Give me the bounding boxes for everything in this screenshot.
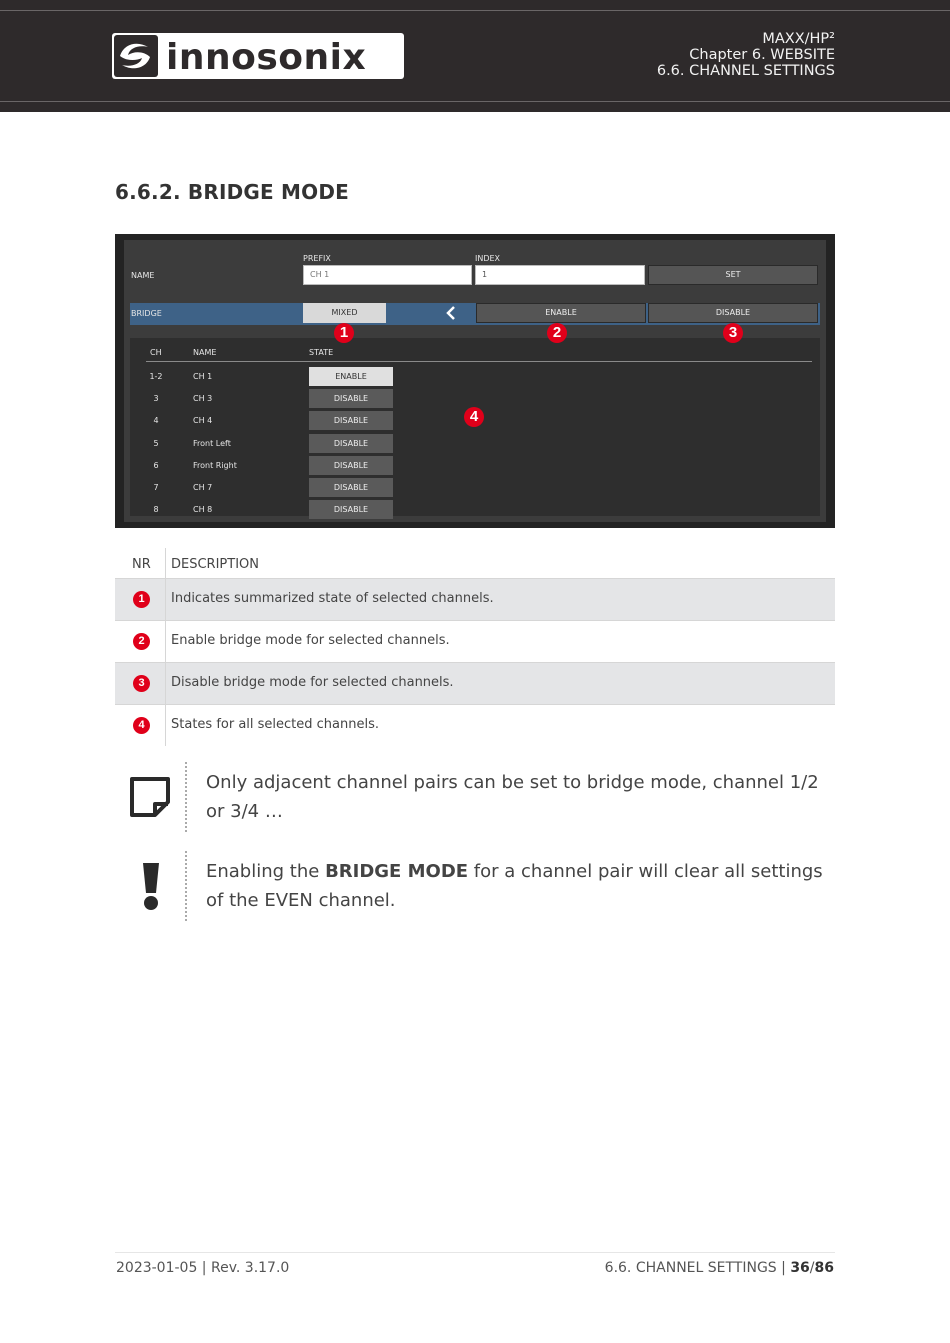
section-title: 6.6.2. BRIDGE MODE <box>115 180 350 204</box>
header-breadcrumb <box>657 31 835 79</box>
note-text: Only adjacent channel pairs can be set to bridge mode, channel 1/2 or 3/4 … <box>206 772 819 822</box>
marker-4: 4 <box>464 407 484 427</box>
row-description: States for all selected channels. <box>171 717 379 732</box>
table-row <box>115 663 835 704</box>
footer-date-revision: 2023-01-05 | Rev. 3.17.0 <box>116 1260 290 1276</box>
column-header-name: NAME <box>193 348 217 357</box>
footer-page-separator: / <box>809 1260 815 1276</box>
description-column-header: DESCRIPTION <box>171 557 259 572</box>
channel-number: 3 <box>153 394 159 403</box>
channel-state-button[interactable]: DISABLE <box>309 411 393 430</box>
channel-name: CH 8 <box>193 505 213 514</box>
warning-text-bold: BRIDGE MODE <box>325 861 469 882</box>
header-divider-bottom <box>0 101 950 102</box>
warning-divider <box>185 851 187 921</box>
nr-column-header: NR <box>132 557 151 572</box>
channel-state-button[interactable]: DISABLE <box>309 389 393 408</box>
column-header-state: STATE <box>309 348 334 357</box>
channel-settings-panel <box>124 240 826 522</box>
marker-1: 1 <box>334 323 354 343</box>
exclamation-icon <box>139 861 163 911</box>
channel-name: CH 4 <box>193 416 213 425</box>
row-marker-3: 3 <box>133 675 150 692</box>
name-label: NAME <box>131 271 155 280</box>
row-marker-1: 1 <box>133 591 150 608</box>
channel-number: 6 <box>153 461 159 470</box>
channel-number: 7 <box>153 483 159 492</box>
warning-block <box>115 851 835 921</box>
mixed-state-button[interactable]: MIXED <box>303 303 386 323</box>
page-header <box>0 0 950 112</box>
channel-name: Front Right <box>193 461 237 470</box>
channel-name: Front Left <box>193 439 231 448</box>
channel-state-button[interactable]: DISABLE <box>309 478 393 497</box>
note-divider <box>185 762 187 832</box>
channel-state-button[interactable]: DISABLE <box>309 434 393 453</box>
svg-text:innosonix: innosonix <box>166 37 367 78</box>
bridge-label: BRIDGE <box>131 309 162 318</box>
header-product: MAXX/HP² <box>762 31 835 47</box>
warning-text-suffix: for a channel pair will clear all settings of the EVEN channel. <box>206 861 823 911</box>
channel-name: CH 1 <box>193 372 213 381</box>
enable-bridge-button[interactable]: ENABLE <box>476 303 646 323</box>
footer-page-info <box>605 1260 834 1276</box>
footer-section: 6.6. CHANNEL SETTINGS | <box>604 1260 791 1276</box>
chevron-left-icon[interactable] <box>444 304 458 322</box>
row-description: Indicates summarized state of selected channels. <box>171 591 494 606</box>
warning-text <box>206 857 826 915</box>
channel-state-button[interactable]: DISABLE <box>309 500 393 519</box>
table-row <box>115 579 835 620</box>
footer-page-current: 36 <box>790 1260 810 1276</box>
channel-number: 8 <box>153 505 159 514</box>
logo-wave-icon <box>114 35 158 77</box>
header-section: 6.6. CHANNEL SETTINGS <box>656 63 835 79</box>
column-header-ch: CH <box>150 348 162 357</box>
marker-2: 2 <box>547 323 567 343</box>
prefix-label: PREFIX <box>303 254 331 263</box>
table-row <box>115 705 835 746</box>
prefix-input[interactable]: CH 1 <box>303 265 472 285</box>
set-button[interactable]: SET <box>648 265 818 285</box>
table-row <box>115 621 835 662</box>
index-input[interactable]: 1 <box>475 265 645 285</box>
disable-bridge-button[interactable]: DISABLE <box>648 303 818 323</box>
channel-number: 4 <box>153 416 159 425</box>
channel-state-button[interactable]: ENABLE <box>309 367 393 386</box>
channel-number: 1-2 <box>149 372 163 381</box>
channel-name: CH 3 <box>193 394 213 403</box>
channel-table <box>130 338 820 516</box>
row-description: Enable bridge mode for selected channels. <box>171 633 450 648</box>
channel-number: 5 <box>153 439 159 448</box>
header-divider-top <box>0 10 950 11</box>
note-icon <box>127 774 173 820</box>
row-description: Disable bridge mode for selected channels. <box>171 675 454 690</box>
channel-name: CH 7 <box>193 483 213 492</box>
logo-wordmark <box>162 34 402 78</box>
innosonix-logo <box>112 33 404 79</box>
row-marker-2: 2 <box>133 633 150 650</box>
description-table <box>115 548 835 746</box>
footer-divider <box>115 1252 835 1253</box>
footer-page-total: 86 <box>814 1260 834 1276</box>
marker-3: 3 <box>723 323 743 343</box>
channel-state-button[interactable]: DISABLE <box>309 456 393 475</box>
row-marker-4: 4 <box>133 717 150 734</box>
index-label: INDEX <box>475 254 501 263</box>
warning-text-prefix: Enabling the <box>206 861 326 882</box>
description-table-header <box>115 548 835 578</box>
note-block <box>115 762 835 832</box>
header-chapter: Chapter 6. WEBSITE <box>689 47 835 63</box>
table-header-divider <box>146 361 812 362</box>
bridge-mode-screenshot <box>115 234 835 528</box>
